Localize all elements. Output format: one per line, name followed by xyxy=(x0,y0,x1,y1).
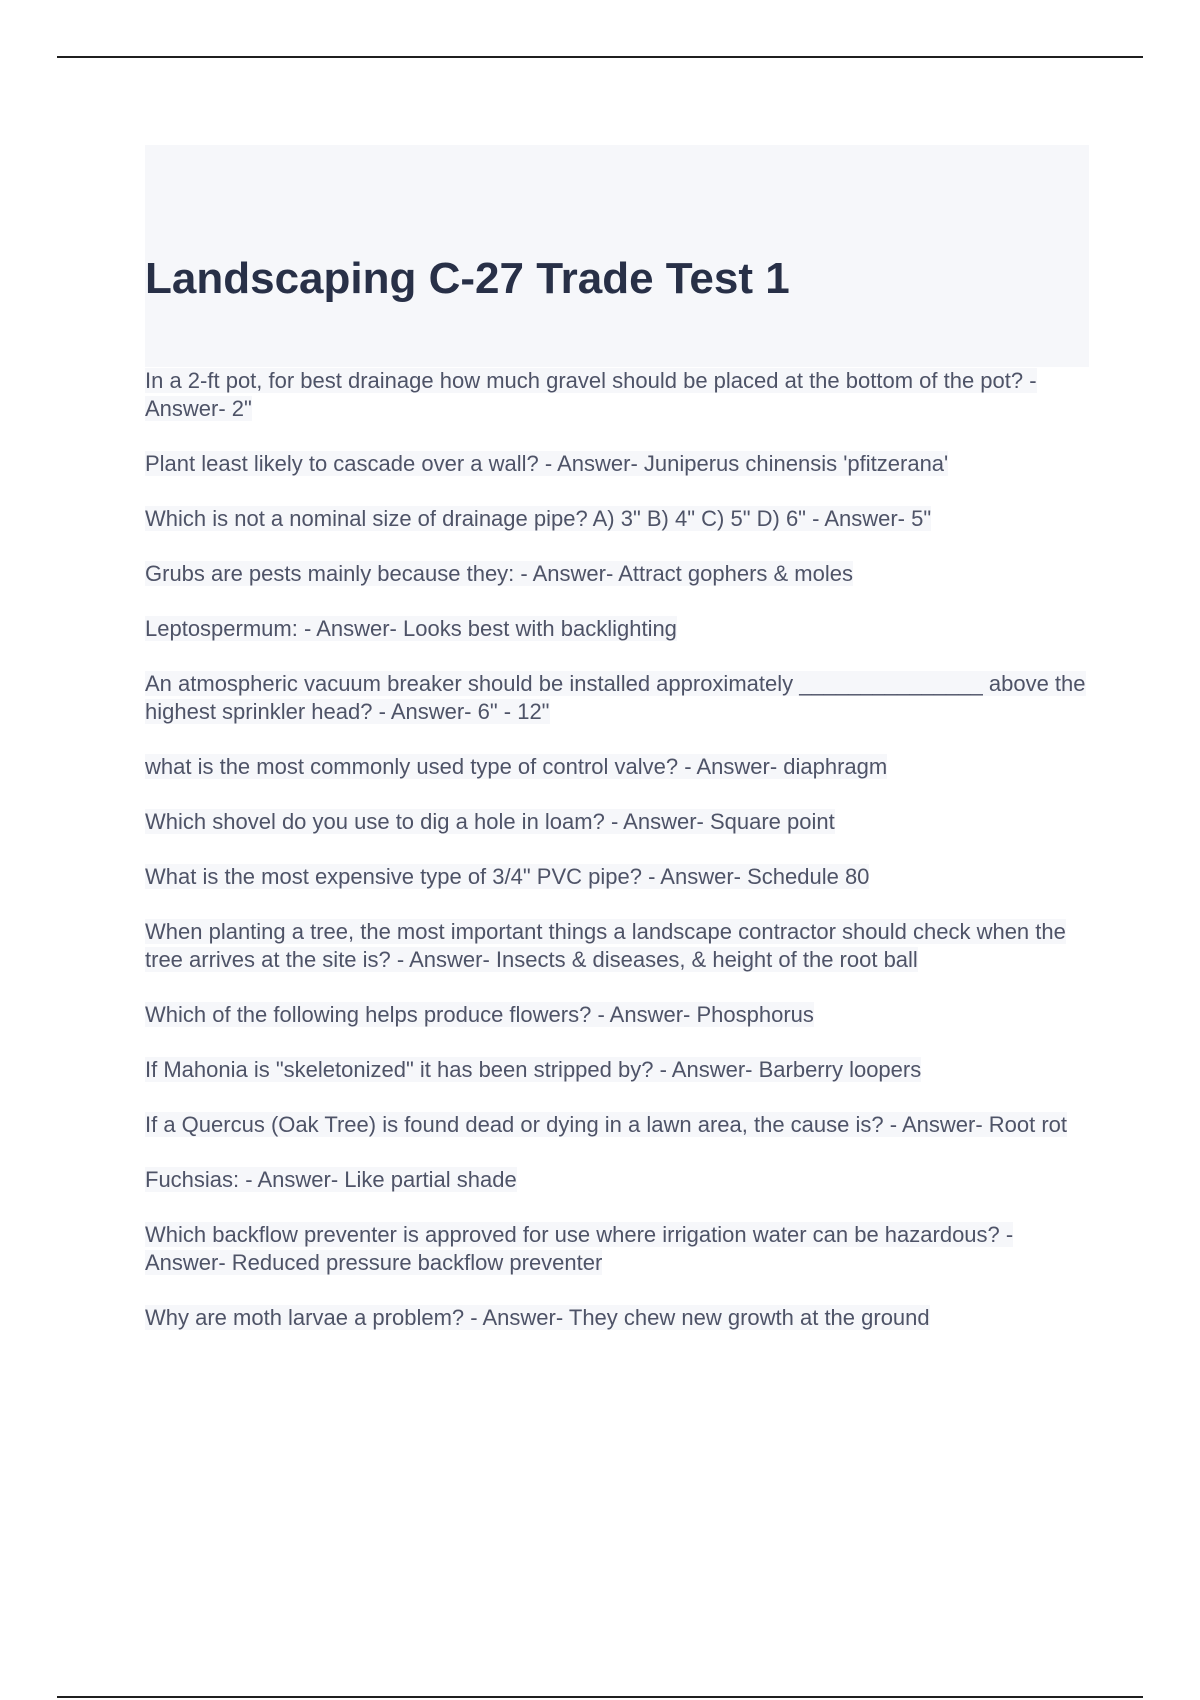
document-title: Landscaping C-27 Trade Test 1 xyxy=(145,254,790,303)
qa-text: If a Quercus (Oak Tree) is found dead or dying in a lawn area, the cause is? - Answer- Root rot xyxy=(145,1112,1068,1137)
qa-text: If Mahonia is "skeletonized" it has been stripped by? - Answer- Barberry loopers xyxy=(145,1057,922,1082)
qa-text: An atmospheric vacuum breaker should be installed approximately _______________ above the highest sprinkler head? - Answer- 6" - 12" xyxy=(145,671,1086,724)
title-block xyxy=(145,145,1089,367)
qa-text: Leptospermum: - Answer- Looks best with backlighting xyxy=(145,616,677,641)
qa-item xyxy=(145,450,1090,478)
qa-text: When planting a tree, the most important things a landscape contractor should check when the tree arrives at the site is? - Answer- Insects & diseases, & height of the root ball xyxy=(145,919,1066,972)
qa-item xyxy=(145,918,1090,974)
qa-text: Fuchsias: - Answer- Like partial shade xyxy=(145,1167,517,1192)
qa-text: In a 2-ft pot, for best drainage how much gravel should be placed at the bottom of the pot? - Answer- 2" xyxy=(145,368,1037,421)
bottom-rule xyxy=(57,1696,1143,1698)
qa-item xyxy=(145,670,1090,726)
qa-item xyxy=(145,808,1090,836)
qa-text: Which shovel do you use to dig a hole in loam? - Answer- Square point xyxy=(145,809,835,834)
qa-item xyxy=(145,1001,1090,1029)
qa-text: Plant least likely to cascade over a wall? - Answer- Juniperus chinensis 'pfitzerana' xyxy=(145,451,949,476)
top-rule xyxy=(57,56,1143,58)
qa-text: Which backflow preventer is approved for use where irrigation water can be hazardous? - Answer- Reduced pressure backflow preventer xyxy=(145,1222,1014,1275)
qa-item xyxy=(145,1221,1090,1277)
qa-text: Which is not a nominal size of drainage pipe? A) 3" B) 4" C) 5" D) 6" - Answer- 5" xyxy=(145,506,932,531)
qa-item xyxy=(145,615,1090,643)
qa-item xyxy=(145,505,1090,533)
qa-item xyxy=(145,863,1090,891)
qa-text: what is the most commonly used type of control valve? - Answer- diaphragm xyxy=(145,754,888,779)
qa-item xyxy=(145,1166,1090,1194)
qa-item xyxy=(145,560,1090,588)
qa-item xyxy=(145,753,1090,781)
qa-item xyxy=(145,1056,1090,1084)
qa-text: Grubs are pests mainly because they: - Answer- Attract gophers & moles xyxy=(145,561,853,586)
qa-text: Why are moth larvae a problem? - Answer- They chew new growth at the ground xyxy=(145,1305,930,1330)
qa-item xyxy=(145,1111,1090,1139)
qa-text: Which of the following helps produce flowers? - Answer- Phosphorus xyxy=(145,1002,814,1027)
qa-item xyxy=(145,1304,1090,1332)
qa-text: What is the most expensive type of 3/4" PVC pipe? - Answer- Schedule 80 xyxy=(145,864,870,889)
qa-item xyxy=(145,367,1090,423)
qa-list xyxy=(145,367,1090,1359)
